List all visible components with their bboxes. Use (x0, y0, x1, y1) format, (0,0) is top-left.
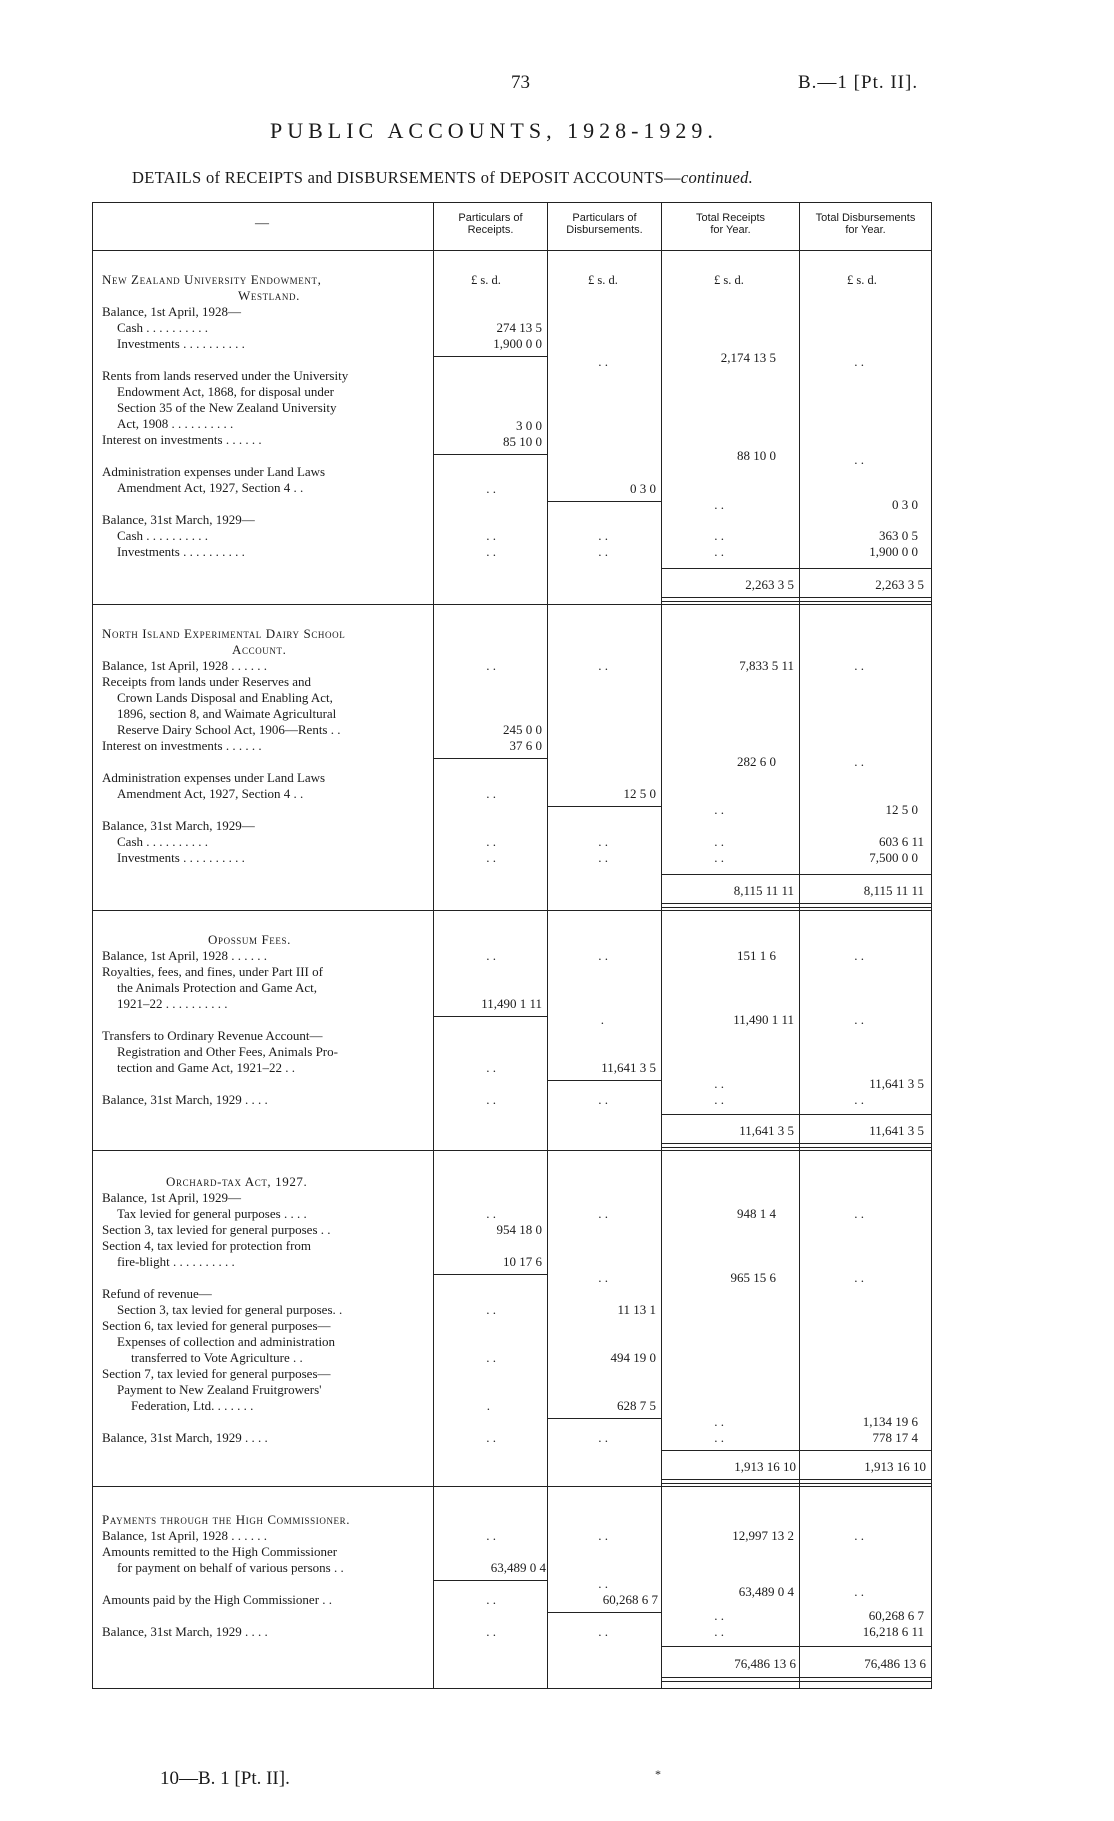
left-border (92, 202, 93, 1688)
line-item: Administration expenses under Land Laws (102, 464, 326, 479)
amount-cell: 274 13 5 (496, 320, 542, 335)
amount-cell: . . (714, 1608, 724, 1623)
total-double-rule (662, 1143, 931, 1148)
amount-cell: . . (714, 802, 724, 817)
amount-cell: . . (854, 452, 864, 467)
section-total-disbursements: 2,263 3 5 (875, 577, 924, 592)
amount-cell: . . (714, 1624, 724, 1639)
amount-cell: . . (854, 354, 864, 369)
line-item: Section 6, tax levied for general purposes— (102, 1318, 331, 1333)
line-item: for payment on behalf of various persons . . (117, 1560, 344, 1575)
subtotal-rule (434, 1580, 547, 1581)
amount-cell: . . (598, 354, 608, 369)
subtotal-rule (548, 1612, 661, 1613)
section-separator (92, 910, 932, 911)
amount-cell: 1,900 0 0 (869, 544, 918, 559)
amount-cell: 11,641 3 5 (869, 1076, 924, 1091)
line-item: Balance, 1st April, 1928 . . . . . . (102, 1528, 268, 1543)
amount-cell: . . (714, 1414, 724, 1429)
amount-cell: 1,134 19 6 (862, 1414, 918, 1429)
amount-cell: 7,500 0 0 (869, 850, 918, 865)
subtotal-rule (434, 1274, 547, 1275)
amount-cell: . . (486, 1350, 496, 1365)
line-item: Interest on investments . . . . . . (102, 432, 262, 447)
line-item: Reserve Dairy School Act, 1906—Rents . . (117, 722, 341, 737)
amount-cell: 85 10 0 (503, 434, 542, 449)
section-total-receipts: 1,913 16 10 (734, 1459, 796, 1474)
line-item: fire-blight . . . . . . . . . . (117, 1254, 235, 1269)
line-item: Balance, 1st April, 1928 . . . . . . (102, 948, 268, 963)
amount-cell: . . (598, 1270, 608, 1285)
header-total-disbursements-line2: for Year. (845, 224, 886, 236)
header-disbursements-line2: Disbursements. (566, 224, 643, 236)
amount-cell: 16,218 6 11 (862, 1624, 924, 1639)
amount-cell: . . (854, 1528, 864, 1543)
line-item: Amounts paid by the High Commissioner . . (102, 1592, 333, 1607)
line-item: Balance, 31st March, 1929 . . . . (102, 1430, 268, 1445)
header-total-receipts (662, 212, 799, 236)
total-rule (662, 1646, 931, 1647)
total-double-rule (662, 1677, 931, 1682)
line-item: Investments . . . . . . . . . . (117, 544, 245, 559)
line-item: Section 3, tax levied for general purposes . . (102, 1222, 331, 1237)
amount-cell: . . (854, 948, 864, 963)
amount-cell: . . (486, 1092, 496, 1107)
amount-cell: . . (598, 528, 608, 543)
amount-cell: . . (714, 528, 724, 543)
header-total-disbursements-line1: Total Disbursements (815, 212, 916, 224)
amount-cell: 63,489 0 4 (738, 1584, 794, 1599)
amount-cell: . . (854, 1012, 864, 1027)
amount-cell: . (486, 1398, 490, 1413)
amount-cell: 282 6 0 (737, 754, 776, 769)
page-number: 73 (511, 72, 530, 93)
amount-cell: 88 10 0 (737, 448, 776, 463)
amount-cell: 12,997 13 2 (732, 1528, 794, 1543)
subtotal-rule (548, 806, 661, 807)
line-item: Balance, 1st April, 1928— (102, 304, 242, 319)
amount-cell: 363 0 5 (879, 528, 918, 543)
line-item: Cash . . . . . . . . . . (117, 320, 208, 335)
line-item: Investments . . . . . . . . . . (117, 336, 245, 351)
amount-cell: . . (598, 850, 608, 865)
amount-cell: 494 19 0 (610, 1350, 656, 1365)
total-rule (662, 874, 931, 875)
amount-cell: . . (486, 528, 496, 543)
amount-cell: . . (486, 786, 496, 801)
amount-cell: . . (486, 1528, 496, 1543)
total-double-rule (662, 1479, 931, 1484)
section-total-receipts: 11,641 3 5 (739, 1123, 794, 1138)
amount-cell: 60,268 6 7 (868, 1608, 924, 1623)
section-title-cont: Westland. (238, 288, 300, 303)
amount-cell: 63,489 0 4 (490, 1560, 546, 1575)
amount-cell: 2,174 13 5 (720, 350, 776, 365)
amount-cell: . . (598, 544, 608, 559)
amount-cell: . . (486, 1206, 496, 1221)
amount-cell: . . (486, 850, 496, 865)
amount-cell: . . (598, 1528, 608, 1543)
units-total-disbursements: £ s. d. (847, 273, 877, 287)
page-subtitle (132, 168, 753, 188)
amount-cell: 10 17 6 (503, 1254, 542, 1269)
amount-cell: . . (854, 1092, 864, 1107)
amount-cell: . . (598, 658, 608, 673)
section-total-receipts: 2,263 3 5 (745, 577, 794, 592)
col-divider-1 (433, 202, 434, 1688)
line-item: Royalties, fees, and fines, under Part III of (102, 964, 323, 979)
amount-cell: . . (486, 1060, 496, 1075)
amount-cell: . . (598, 1206, 608, 1221)
amount-cell: . . (714, 1092, 724, 1107)
header-total-receipts-line2: for Year. (710, 224, 751, 236)
footer-mark: * (655, 1767, 661, 1781)
line-item: Amendment Act, 1927, Section 4 . . (117, 480, 304, 495)
table-bottom-rule (92, 1688, 932, 1689)
line-item: Balance, 1st April, 1928 . . . . . . (102, 658, 268, 673)
amount-cell: 37 6 0 (509, 738, 542, 753)
line-item: Balance, 31st March, 1929 . . . . (102, 1624, 268, 1639)
line-item: Amounts remitted to the High Commissioner (102, 1544, 338, 1559)
header-receipts-line2: Receipts. (467, 224, 514, 236)
amount-cell: . . (598, 948, 608, 963)
line-item: Cash . . . . . . . . . . (117, 834, 208, 849)
section-title: New Zealand University Endowment, (102, 272, 322, 287)
amount-cell: . . (486, 544, 496, 559)
amount-cell: 245 0 0 (503, 722, 542, 737)
line-item: Federation, Ltd. . . . . . . (131, 1398, 254, 1413)
line-item: Receipts from lands under Reserves and (102, 674, 312, 689)
amount-cell: . . (486, 948, 496, 963)
amount-cell: . . (714, 1430, 724, 1445)
line-item: Section 4, tax levied for protection from (102, 1238, 312, 1253)
line-item: Expenses of collection and administration (117, 1334, 336, 1349)
line-item: Balance, 31st March, 1929— (102, 818, 255, 833)
line-item: Balance, 31st March, 1929 . . . . (102, 1092, 268, 1107)
line-item: transferred to Vote Agriculture . . (131, 1350, 303, 1365)
line-item: Section 3, tax levied for general purposes. . (117, 1302, 343, 1317)
amount-cell: . . (486, 1430, 496, 1445)
section-separator (92, 1486, 932, 1487)
amount-cell: . . (854, 1270, 864, 1285)
subtotal-rule (434, 1016, 547, 1017)
line-item: Section 35 of the New Zealand University (117, 400, 337, 415)
section-title: Payments through the High Commissioner. (102, 1512, 351, 1527)
line-item: Tax levied for general purposes . . . . (117, 1206, 307, 1221)
section-total-disbursements: 11,641 3 5 (869, 1123, 924, 1138)
line-item: 1921–22 . . . . . . . . . . (117, 996, 228, 1011)
section-total-receipts: 8,115 11 11 (733, 883, 794, 898)
line-item: Cash . . . . . . . . . . (117, 528, 208, 543)
header-total-disbursements (800, 212, 931, 236)
line-item: Administration expenses under Land Laws (102, 770, 326, 785)
amount-cell: . . (714, 834, 724, 849)
section-title: Orchard-tax Act, 1927. (166, 1174, 308, 1189)
amount-cell: 7,833 5 11 (739, 658, 794, 673)
amount-cell: 11,490 1 11 (733, 1012, 794, 1027)
section-title-cont: Account. (232, 642, 287, 657)
amount-cell: . . (854, 1584, 864, 1599)
amount-cell: 603 6 11 (878, 834, 924, 849)
amount-cell: . . (714, 497, 724, 512)
amount-cell: 11,490 1 11 (481, 996, 542, 1011)
total-rule (662, 1450, 931, 1451)
line-item: Interest on investments . . . . . . (102, 738, 262, 753)
amount-cell: 3 0 0 (516, 418, 542, 433)
total-rule (662, 1114, 931, 1115)
line-item: Balance, 31st March, 1929— (102, 512, 255, 527)
amount-cell: . . (854, 658, 864, 673)
col-divider-3 (661, 202, 662, 1688)
amount-cell: 12 5 0 (623, 786, 656, 801)
amount-cell: . . (486, 1592, 496, 1607)
amount-cell: 11,641 3 5 (601, 1060, 656, 1075)
subtotal-rule (548, 1418, 661, 1419)
amount-cell: . . (714, 544, 724, 559)
amount-cell: . . (714, 1076, 724, 1091)
total-rule (662, 568, 931, 569)
units-total-receipts: £ s. d. (714, 273, 744, 287)
line-item: Payment to New Zealand Fruitgrowers' (117, 1382, 322, 1397)
units-receipts: £ s. d. (471, 273, 501, 287)
amount-cell: . (600, 1012, 604, 1027)
amount-cell: . . (598, 1430, 608, 1445)
amount-cell: 0 3 0 (892, 497, 918, 512)
amount-cell: 11 13 1 (617, 1302, 656, 1317)
amount-cell: . . (854, 754, 864, 769)
amount-cell: . . (486, 1302, 496, 1317)
section-total-disbursements: 1,913 16 10 (864, 1459, 926, 1474)
amount-cell: . . (854, 1206, 864, 1221)
amount-cell: . . (486, 481, 496, 496)
subtotal-rule (434, 454, 547, 455)
amount-cell: . . (486, 834, 496, 849)
subtotal-rule (548, 1080, 661, 1081)
amount-cell: 151 1 6 (737, 948, 776, 963)
line-item: Investments . . . . . . . . . . (117, 850, 245, 865)
units-disbursements: £ s. d. (588, 273, 618, 287)
header-dash: — (255, 216, 269, 231)
section-separator (92, 1150, 932, 1151)
amount-cell: . . (486, 658, 496, 673)
header-disbursements (548, 212, 661, 236)
header-disbursements-line1: Particulars of (572, 212, 637, 224)
line-item: tection and Game Act, 1921–22 . . (117, 1060, 295, 1075)
amount-cell: 954 18 0 (496, 1222, 542, 1237)
amount-cell: 1,900 0 0 (493, 336, 542, 351)
line-item: Balance, 1st April, 1929— (102, 1190, 242, 1205)
col-divider-4 (799, 202, 800, 1688)
line-item: Section 7, tax levied for general purposes— (102, 1366, 331, 1381)
header-total-receipts-line1: Total Receipts (695, 212, 766, 224)
line-item: Rents from lands reserved under the University (102, 368, 349, 383)
amount-cell: 0 3 0 (630, 481, 656, 496)
line-item: Transfers to Ordinary Revenue Account— (102, 1028, 323, 1043)
line-item: the Animals Protection and Game Act, (117, 980, 318, 995)
amount-cell: . . (714, 850, 724, 865)
document-reference: B.—1 [Pt. II]. (798, 72, 919, 93)
section-title: North Island Experimental Dairy School (102, 626, 346, 641)
line-item: Endowment Act, 1868, for disposal under (117, 384, 334, 399)
total-double-rule (662, 597, 931, 602)
total-double-rule (662, 903, 931, 908)
amount-cell: . . (598, 1624, 608, 1639)
page-title: PUBLIC ACCOUNTS, 1928-1929. (270, 118, 718, 143)
header-receipts (434, 212, 547, 236)
section-total-disbursements: 76,486 13 6 (864, 1656, 926, 1671)
amount-cell: 12 5 0 (885, 802, 918, 817)
subtotal-rule (548, 501, 661, 502)
line-item: Crown Lands Disposal and Enabling Act, (117, 690, 333, 705)
section-total-receipts: 76,486 13 6 (734, 1656, 796, 1671)
section-separator (92, 604, 932, 605)
subtotal-rule (434, 758, 547, 759)
section-total-disbursements: 8,115 11 11 (863, 883, 924, 898)
amount-cell: . . (598, 1092, 608, 1107)
amount-cell: . . (598, 1576, 608, 1591)
line-item: Refund of revenue— (102, 1286, 212, 1301)
header-bottom-rule (92, 250, 932, 251)
header-receipts-line1: Particulars of (458, 212, 523, 224)
table-top-rule (92, 202, 932, 203)
amount-cell: 60,268 6 7 (602, 1592, 658, 1607)
section-title: Opossum Fees. (208, 932, 291, 947)
subtotal-rule (434, 356, 547, 357)
line-item: Amendment Act, 1927, Section 4 . . (117, 786, 304, 801)
amount-cell: 778 17 4 (872, 1430, 918, 1445)
amount-cell: 965 15 6 (730, 1270, 776, 1285)
footer-signature: 10—B. 1 [Pt. II]. (160, 1768, 290, 1789)
right-border (931, 202, 932, 1688)
amount-cell: 628 7 5 (617, 1398, 656, 1413)
amount-cell: 948 1 4 (737, 1206, 776, 1221)
line-item: Registration and Other Fees, Animals Pro- (117, 1044, 338, 1059)
amount-cell: . . (598, 834, 608, 849)
subtitle-continued: continued. (680, 168, 754, 187)
subtitle-main: DETAILS of RECEIPTS and DISBURSEMENTS of DEPOSIT ACCOUNTS— (132, 168, 681, 187)
col-divider-2 (547, 202, 548, 1688)
amount-cell: . . (486, 1624, 496, 1639)
line-item: Act, 1908 . . . . . . . . . . (117, 416, 234, 431)
line-item: 1896, section 8, and Waimate Agricultural (117, 706, 337, 721)
